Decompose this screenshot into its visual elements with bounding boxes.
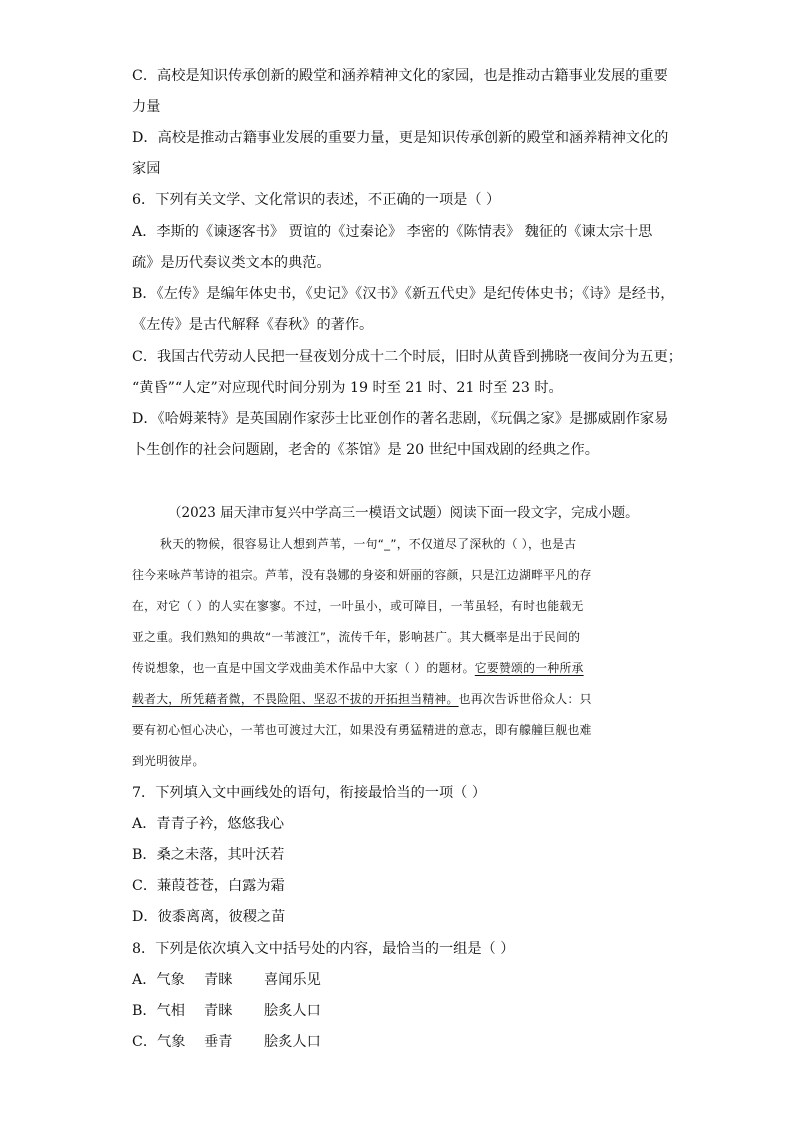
q7-option-c: C．蒹葭苍苍，白露为霜 xyxy=(132,878,285,894)
q6-option-b-line1: B．《左传》是编年体史书，《史记》《汉书》《新五代史》是纪传体史书；《诗》是经书， xyxy=(132,286,675,302)
q5-option-c-line1: C．高校是知识传承创新的殿堂和涵养精神文化的家园，也是推动古籍事业发展的重要 xyxy=(132,68,668,84)
q7-option-b: B．桑之未落，其叶沃若 xyxy=(132,847,285,863)
option-word: 脍炙人口 xyxy=(264,1003,321,1019)
passage-line xyxy=(132,658,584,678)
q5-option-d-line1: D．高校是推动古籍事业发展的重要力量，更是知识传承创新的殿堂和涵养精神文化的 xyxy=(132,130,669,146)
q5-option-c-line2: 力量 xyxy=(132,99,161,115)
option-word: 喜闻乐见 xyxy=(264,972,321,988)
underlined-sentence: 它要赞颂的一种所承 xyxy=(474,661,584,675)
passage-line xyxy=(132,689,592,709)
option-word: 青睐 xyxy=(204,1003,233,1019)
passage-intro: （2023 届天津市复兴中学高三一模语文试题）阅读下面一段文字，完成小题。 xyxy=(168,505,639,521)
q6-option-d-line1: D．《哈姆莱特》是英国剧作家莎士比亚创作的著名悲剧，《玩偶之家》是挪威剧作家易 xyxy=(132,411,669,427)
q6-option-c-line1: C．我国古代劳动人民把一昼夜划分成十二个时辰，旧时从黄昏到拂晓一夜间分为五更； xyxy=(132,349,682,365)
passage-line: 亚之重。我们熟知的典故“一苇渡江”，流传千年，影响甚广。其大概率是出于民间的 xyxy=(132,630,581,644)
option-word: B．气相 xyxy=(132,1003,185,1019)
option-word: C．气象 xyxy=(132,1034,186,1050)
passage-line: 往今来咏芦苇诗的祖宗。芦苇，没有袅娜的身姿和妍丽的容颜，只是江边湖畔平凡的存 xyxy=(132,568,592,582)
q5-option-d-line2: 家园 xyxy=(132,161,161,177)
passage-line: 到光明彼岸。 xyxy=(132,754,205,768)
q8-option-b xyxy=(132,1001,321,1021)
passage-text: 传说想象，也一直是中国文学戏曲美术作品中大家（ ）的题材。 xyxy=(132,661,475,675)
option-word: 青睐 xyxy=(204,972,233,988)
q6-stem: 6．下列有关文学、文化常识的表述，不正确的一项是（ ） xyxy=(132,192,501,208)
q7-stem: 7．下列填入文中画线处的语句，衔接最恰当的一项（ ） xyxy=(132,785,487,801)
passage-line: 秋天的物候，很容易让人想到芦苇，一句“_”，不仅道尽了深秋的（ ），也是古 xyxy=(160,537,577,551)
q6-option-b-line2: 《左传》是古代解释《春秋》的著作。 xyxy=(132,317,374,333)
q6-option-a-line2: 疏》是历代奏议类文本的典范。 xyxy=(132,255,331,271)
q8-stem: 8．下列是依次填入文中括号处的内容，最恰当的一组是（ ） xyxy=(132,941,515,957)
q6-option-d-line2: 卜生创作的社会问题剧，老舍的《茶馆》是 20 世纪中国戏剧的经典之作。 xyxy=(132,442,599,458)
q7-option-d: D．彼黍离离，彼稷之苗 xyxy=(132,909,286,925)
passage-text: 也再次告诉世俗众人：只 xyxy=(458,692,592,706)
q8-option-a xyxy=(132,970,321,990)
q6-option-c-line2: “黄昏”“人定”对应现代时间分别为 19 时至 21 时、21 时至 23 时。 xyxy=(132,380,563,396)
option-word: 脍炙人口 xyxy=(264,1034,321,1050)
option-word: A．气象 xyxy=(132,972,185,988)
q6-option-a-line1: A．李斯的《谏逐客书》 贾谊的《过秦论》 李密的《陈情表》 魏征的《谏太宗十思 xyxy=(132,224,653,240)
passage-line: 要有初心恒心决心，一苇也可渡过大江，如果没有勇猛精进的意志，即有艨艟巨舰也难 xyxy=(132,723,592,737)
underlined-sentence: 载者大，所凭藉者微，不畏险阻、坚忍不拔的开拓担当精神。 xyxy=(132,692,459,706)
passage-line: 在，对它（ ）的人实在寥寥。不过，一叶虽小，或可障目，一苇虽轻，有时也能载无 xyxy=(132,599,584,613)
option-word: 垂青 xyxy=(204,1034,233,1050)
q7-option-a: A．青青子衿，悠悠我心 xyxy=(132,816,285,832)
q8-option-c xyxy=(132,1032,321,1052)
